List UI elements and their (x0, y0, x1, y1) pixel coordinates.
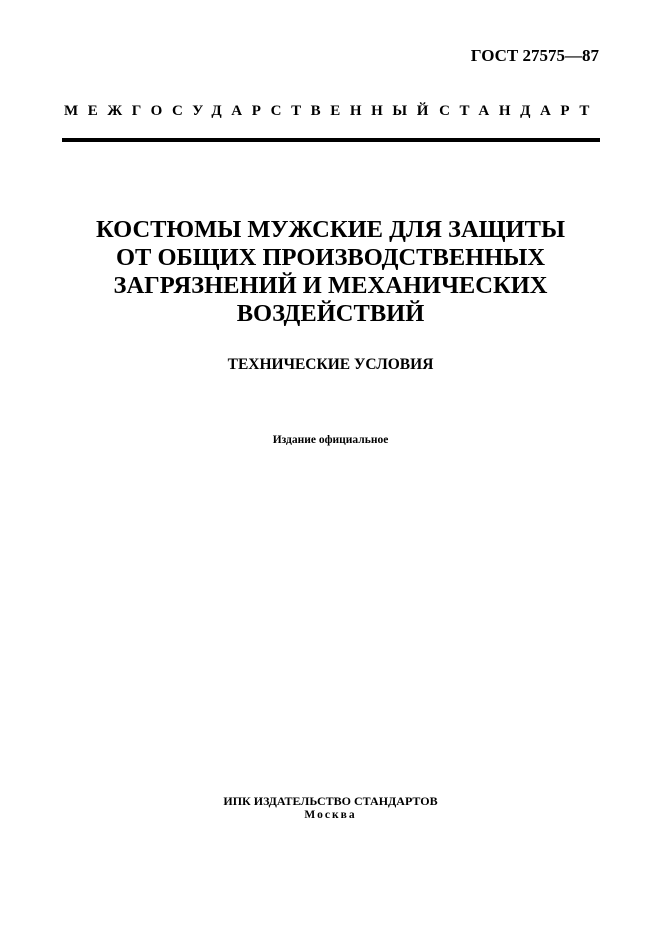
publisher-name: ИПК ИЗДАТЕЛЬСТВО СТАНДАРТОВ (223, 794, 438, 808)
document-subtitle: ТЕХНИЧЕСКИЕ УСЛОВИЯ (227, 356, 434, 373)
publisher-city: Москва (304, 809, 357, 821)
edition-note: Издание официальное (272, 434, 389, 446)
standard-type-word-1: МЕЖГОСУДАРСТВЕННЫЙ (64, 103, 439, 119)
standard-type-word-2: СТАНДАРТ (439, 103, 599, 119)
document-title: КОСТЮМЫ МУЖСКИЕ ДЛЯ ЗАЩИТЫ ОТ ОБЩИХ ПРОИЗВОДСТВЕННЫХ ЗАГРЯЗНЕНИЙ И МЕХАНИЧЕСКИХ ВОЗДЕЙСТВИЙ (95, 216, 566, 327)
standard-type-heading (64, 103, 599, 120)
document-code: ГОСТ 27575—87 (470, 46, 599, 65)
header-divider-rule (62, 138, 600, 142)
